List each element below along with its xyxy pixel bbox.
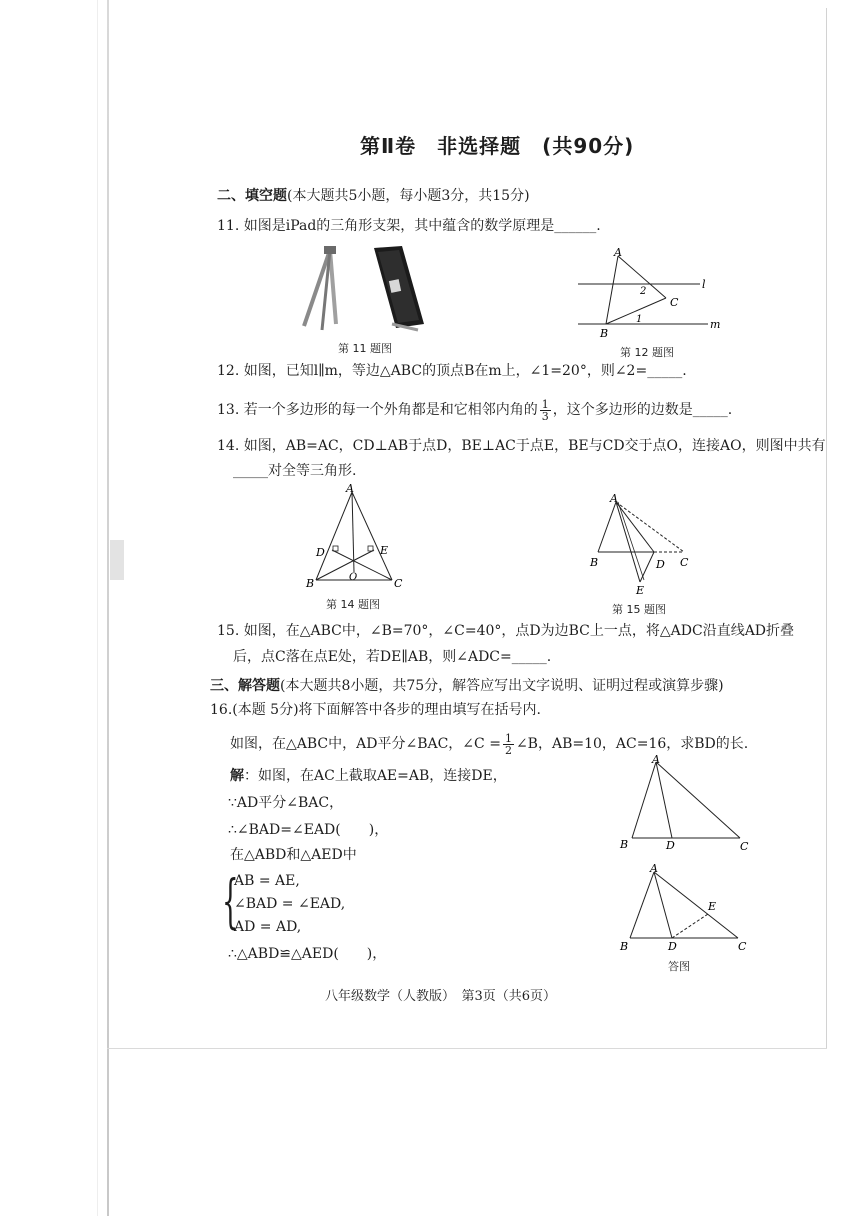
q11-text: 11. 如图是iPad的三角形支架，其中蕴含的数学原理是 — [217, 218, 555, 234]
q16-system-line1: AB = AE, — [234, 873, 300, 889]
fig12-angle-1: 1 — [636, 314, 643, 325]
section2-header — [217, 187, 530, 205]
section3-header — [210, 677, 724, 695]
q13-frac-num: 1 — [541, 397, 549, 411]
q12-text: 12. 如图，已知l∥m，等边△ABC的顶点B在m上，∠1=20°，则∠2= — [217, 363, 648, 379]
fig16a-label-A: A — [652, 753, 660, 766]
question-14-line2 — [233, 462, 356, 480]
fig16b-label-D: D — [668, 940, 677, 953]
q13-post: ，这个多边形的边数是 — [552, 402, 693, 418]
q13-blank: _____ — [692, 402, 728, 418]
section2-note: (本大题共5小题，每小题3分，共15分) — [287, 188, 530, 204]
fig14-label-D: D — [316, 546, 325, 559]
question-12 — [217, 362, 687, 380]
q16-line2-pre: 如图，在△ABC中，AD平分∠BAC，∠C = — [230, 736, 501, 752]
q15-line2: 后，点C落在点E处，若DE∥AB，则∠ADC= — [233, 649, 512, 665]
q16-step3: 在△ABD和△AED中 — [230, 847, 357, 863]
fig12-diagram — [570, 248, 720, 340]
q15-blank: _____ — [511, 649, 547, 665]
question-15-line1: 15. 如图，在△ABC中，∠B=70°，∠C=40°，点D为边BC上一点，将△ADC沿直线AD折叠 — [217, 623, 795, 639]
fig12-caption: 第 12 题图 — [620, 346, 674, 359]
fig15-label-B: B — [590, 556, 599, 569]
fig12-label-C: C — [670, 296, 679, 309]
fig12-label-m: m — [710, 318, 720, 331]
fig16-answer-diagram — [614, 862, 754, 958]
q12-blank: _____ — [647, 363, 683, 379]
fig15-label-C: C — [680, 556, 689, 569]
page-edge-right — [826, 8, 827, 1048]
tripod-stand — [304, 246, 336, 330]
fig16-answer-caption: 答图 — [668, 960, 690, 973]
system-brace: { — [222, 867, 239, 935]
q16-system-line2: ∠BAD = ∠EAD, — [234, 896, 346, 912]
q16-step1: ∵AD平分∠BAC， — [228, 795, 344, 811]
page-footer: 八年级数学（人教版） 第3页（共6页） — [325, 989, 557, 1004]
question-11 — [217, 217, 601, 235]
fig12-label-l: l — [702, 278, 706, 291]
scan-border — [97, 0, 98, 1216]
fig12-angle-2: 2 — [640, 286, 647, 297]
q16-solution-label: 解 — [230, 768, 244, 784]
question-15-line2 — [233, 648, 551, 666]
fig16a-label-C: C — [740, 840, 749, 853]
fig16b-label-B: B — [620, 940, 629, 953]
fig11-caption: 第 11 题图 — [338, 342, 392, 355]
q16-fraction — [503, 733, 514, 756]
question-16-line1: 16.(本题 5分)将下面解答中各步的理由填写在括号内. — [210, 702, 541, 718]
fig14-label-A: A — [346, 482, 354, 495]
fig16a-label-D: D — [666, 839, 675, 852]
q13-tail: . — [727, 402, 733, 418]
q16-line2-post: ∠B，AB=10，AC=16，求BD的长. — [515, 736, 749, 752]
fig15-diagram — [588, 492, 698, 598]
tablet-on-stand — [374, 246, 424, 330]
fig16b-label-A: A — [650, 862, 658, 875]
ipad-stand-photo — [292, 244, 442, 334]
fig15-label-A: A — [610, 492, 618, 505]
q16-solution-start — [230, 767, 507, 785]
q12-tail: . — [682, 363, 687, 379]
q16-step4: ∴△ABD≌△AED( )， — [228, 946, 387, 962]
section3-heading: 三、解答题 — [210, 678, 280, 694]
fig16b-label-E: E — [708, 900, 717, 913]
fig15-label-E: E — [636, 584, 645, 597]
q13-fraction — [540, 399, 551, 422]
q13-frac-den: 3 — [541, 409, 549, 423]
fig16b-label-C: C — [738, 940, 747, 953]
q16-frac-den: 2 — [504, 743, 512, 757]
q16-solution-text: ：如图，在AC上截取AE=AB，连接DE， — [244, 768, 507, 784]
q14-blank: _____ — [233, 463, 268, 479]
q16-system-line3: AD = AD, — [234, 919, 302, 935]
fold-line — [107, 0, 109, 1216]
fig16a-label-B: B — [620, 838, 629, 851]
fig15-caption: 第 15 题图 — [612, 603, 666, 616]
page-edge-bottom — [107, 1048, 827, 1049]
q15-tail: . — [546, 649, 552, 665]
fig14-diagram — [304, 482, 408, 594]
q16-step2: ∴∠BAD=∠EAD( )， — [228, 822, 389, 838]
fig15-label-D: D — [656, 558, 665, 571]
q11-blank: ______ — [554, 218, 597, 234]
fig12-label-B: B — [600, 327, 609, 340]
fig14-label-B: B — [306, 577, 315, 590]
question-14-line1: 14. 如图，AB=AC，CD⊥AB于点D，BE⊥AC于点E，BE与CD交于点O，连接AO，则图中共有 — [217, 438, 826, 454]
section3-note: (本大题共8小题，共75分，解答应写出文字说明、证明过程或演算步骤) — [280, 678, 724, 694]
q13-pre: 13. 若一个多边形的每一个外角都是和它相邻内角的 — [217, 402, 538, 418]
fig14-label-E: E — [380, 544, 389, 557]
fig14-label-C: C — [394, 577, 403, 590]
section-title: 第Ⅱ卷 非选择题 (共90分) — [360, 134, 635, 158]
fig14-label-O: O — [349, 572, 358, 583]
q16-frac-num: 1 — [504, 731, 512, 745]
scan-smudge — [110, 540, 124, 580]
fig14-caption: 第 14 题图 — [326, 598, 380, 611]
question-13 — [217, 395, 732, 425]
fig12-label-A: A — [614, 248, 622, 259]
section2-heading: 二、填空题 — [217, 188, 287, 204]
q11-tail: . — [596, 218, 601, 234]
q14-line2: 对全等三角形. — [268, 463, 357, 479]
fig16-question-diagram — [614, 752, 754, 854]
